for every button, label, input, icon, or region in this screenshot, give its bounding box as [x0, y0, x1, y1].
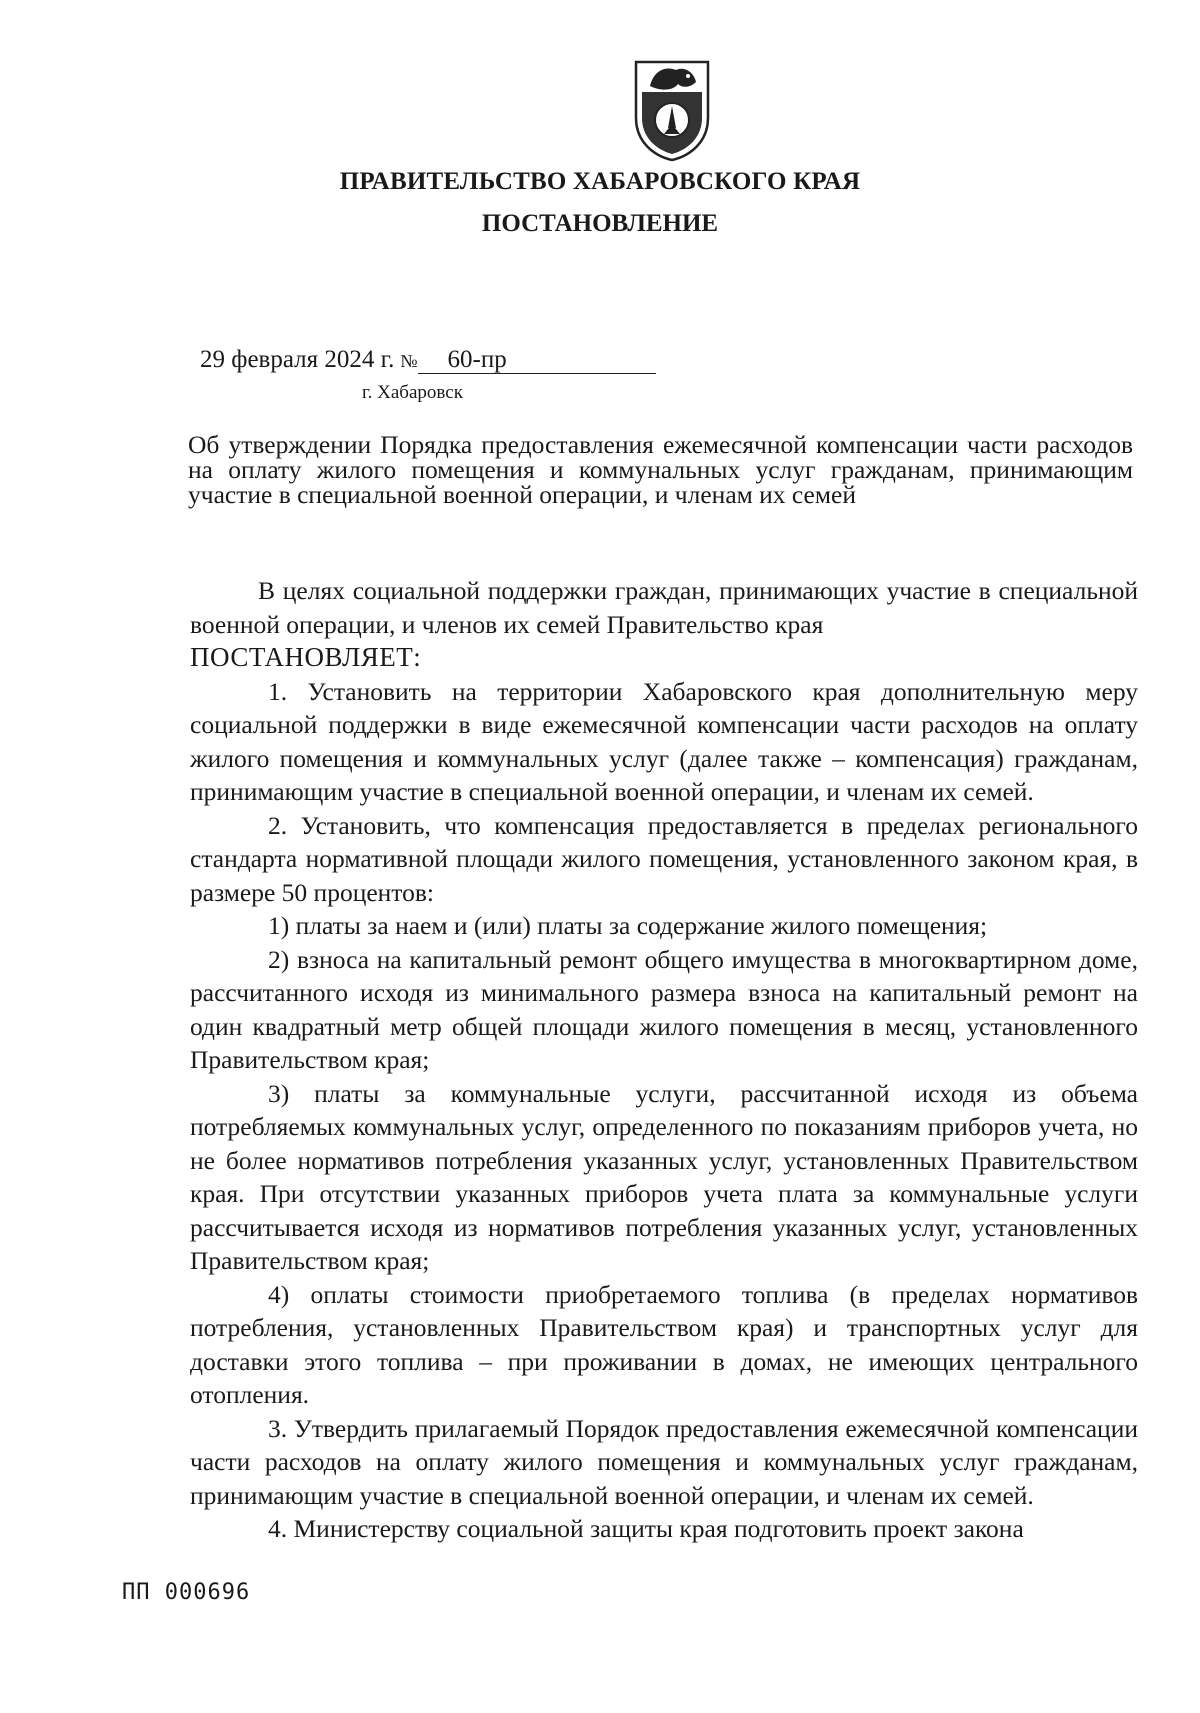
date-number-line	[200, 346, 656, 374]
khabarovsk-coat-of-arms-icon	[632, 58, 712, 162]
document-body	[190, 574, 1138, 1546]
item-2: 2. Установить, что компенсация предоставляется в пределах регионального стандарта нормативной площади жилого помещения, установленного законом края, в размере 50 процентов:	[190, 810, 1138, 907]
document-type: ПОСТАНОВЛЕНИЕ	[481, 210, 719, 237]
document-subject: Об утверждении Порядка предоставления ежемесячной компенсации части расходов на оплату жилого помещения и коммунальных услуг гражданам, принимающим участие в специальной военной операции, и членам их семей	[188, 430, 1133, 509]
item-2-3: 3) платы за коммунальные услуги, рассчитанной исходя из объема потребляемых коммунальных услуг, определенного по показаниям приборов учета, но не более нормативов потребления указанных услуг, установленных Правительством края. При отсутствии указанных приборов учета плата за коммунальные услуги рассчитывается исходя из нормативов потребления указанных услуг, установленных Правительством края;	[190, 1078, 1138, 1275]
document-number: 60-пр	[418, 347, 656, 374]
document-city: г. Хабаровск	[362, 382, 463, 403]
government-title: ПРАВИТЕЛЬСТВО ХАБАРОВСКОГО КРАЯ	[339, 168, 861, 195]
document-date: 29 февраля 2024 г.	[200, 346, 395, 373]
decree-word: ПОСТАНОВЛЯЕТ:	[190, 642, 422, 672]
document-code: ПП 000696	[122, 1580, 251, 1605]
preamble: В целях социальной поддержки граждан, принимающих участие в специальной военной операции, и членов их семей Правительство края	[190, 576, 1138, 639]
item-2-4: 4) оплаты стоимости приобретаемого топлива (в пределах нормативов потребления, установленных Правительством края) и транспортных услуг для доставки этого топлива – при проживании в домах, не имеющих центрального отопления.	[190, 1279, 1138, 1409]
item-2-1: 1) платы за наем и (или) платы за содержание жилого помещения;	[268, 911, 988, 940]
item-3: 3. Утвердить прилагаемый Порядок предоставления ежемесячной компенсации части расходов на оплату жилого помещения и коммунальных услуг гражданам, принимающим участие в специальной военной операции, и членам их семей.	[190, 1413, 1138, 1510]
number-label: №	[400, 351, 418, 371]
item-4: 4. Министерству социальной защиты края подготовить проект закона	[268, 1514, 1024, 1543]
item-1: 1. Установить на территории Хабаровского края дополнительную меру социальной поддержки в виде ежемесячной компенсации части расходов на оплату жилого помещения и коммунальных услуг (далее также – компенсация) гражданам, принимающим участие в специальной военной операции, и членам их семей.	[190, 676, 1138, 806]
item-2-2: 2) взноса на капитальный ремонт общего имущества в многоквартирном доме, рассчитанного исходя из минимального размера взноса на капитальный ремонт на один квадратный метр общей площади жилого помещения в месяц, установленного Правительством края;	[190, 944, 1138, 1074]
